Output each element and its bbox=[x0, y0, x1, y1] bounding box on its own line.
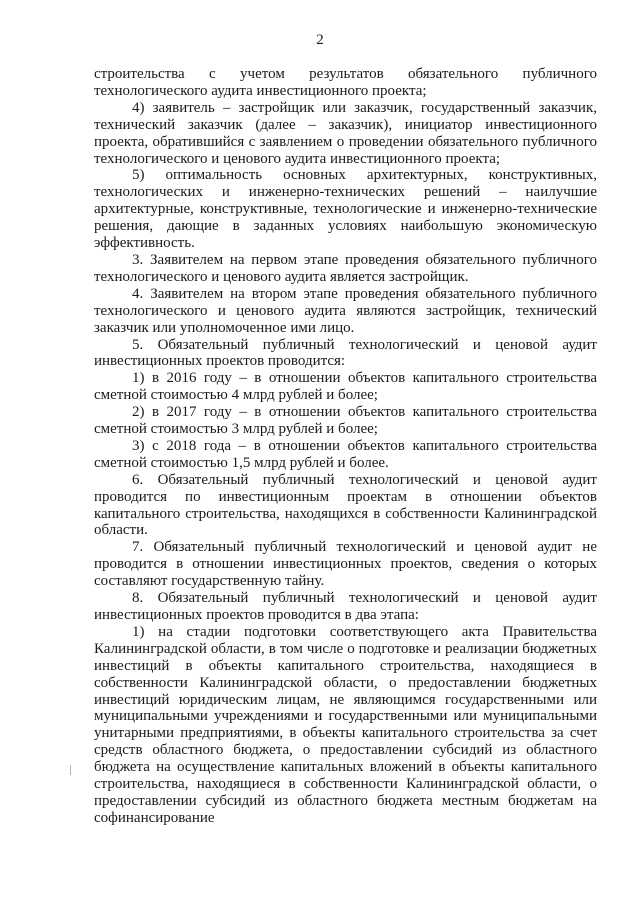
paragraph-continuation: строительства с учетом результатов обязательного публичного технологического аудита инвестиционного проекта; bbox=[94, 66, 597, 99]
paragraph-item-6: 6. Обязательный публичный технологический и ценовой аудит проводится по инвестиционным проектам в отношении объектов капитального строительства, находящихся в собственности Калининградской области. bbox=[94, 471, 597, 539]
scan-artifact bbox=[70, 765, 71, 775]
paragraph-item-4: 4. Заявителем на втором этапе проведения обязательного публичного технологического и ценового аудита являются застройщик, технический заказчик или уполномоченное ими лицо. bbox=[94, 285, 597, 336]
paragraph-optimality-definition: 5) оптимальность основных архитектурных, конструктивных, технологических и инженерно-технических решений – наилучшие архитектурные, конструктивные, технологические и инженерно-технические решения, дающие в заданных условиях наибольшую экономическую эффективность. bbox=[94, 167, 597, 252]
paragraph-item-5: 5. Обязательный публичный технологический и ценовой аудит инвестиционных проектов проводится: bbox=[94, 336, 597, 370]
document-body bbox=[94, 66, 597, 827]
paragraph-item-5-sub-1: 1) в 2016 году – в отношении объектов капитального строительства сметной стоимостью 4 млрд рублей и более; bbox=[94, 370, 597, 404]
paragraph-item-3: 3. Заявителем на первом этапе проведения обязательного публичного технологического и ценового аудита является застройщик. bbox=[94, 251, 597, 285]
paragraph-item-5-sub-2: 2) в 2017 году – в отношении объектов капитального строительства сметной стоимостью 3 млрд рублей и более; bbox=[94, 404, 597, 438]
paragraph-item-8: 8. Обязательный публичный технологический и ценовой аудит инвестиционных проектов проводится в два этапа: bbox=[94, 590, 597, 623]
paragraph-item-7: 7. Обязательный публичный технологический и ценовой аудит не проводится в отношении инвестиционных проектов, сведения о которых составляют государственную тайну. bbox=[94, 539, 597, 590]
paragraph-item-8-sub-1: 1) на стадии подготовки соответствующего акта Правительства Калининградской области, в том числе о подготовке и реализации бюджетных инвестиций в объекты капитального строительства, находящиеся в собственности Калининградской области, о предоставлении бюджетных инвестиций юридическим лицам, не являющимся государственными или муниципальными учреждениями и государственными или муниципальными унитарными предприятиями, в объекты капитального строительства за счет средств областного бюджета, о предоставлении субсидий из областного бюджета на осуществление капитальных вложений в объекты капитального строительства, находящиеся в собственности Калининградской области, о предоставлении субсидий из областного бюджета местным бюджетам на софинансирование bbox=[94, 623, 597, 826]
page-number: 2 bbox=[316, 32, 324, 48]
paragraph-item-5-sub-3: 3) с 2018 года – в отношении объектов капитального строительства сметной стоимостью 1,5 млрд рублей и более. bbox=[94, 437, 597, 471]
paragraph-applicant-definition: 4) заявитель – застройщик или заказчик, государственный заказчик, технический заказчик (далее – заказчик), инициатор инвестиционного проекта, обратившийся с заявлением о проведении обязательного публичного технологического и ценового аудита инвестиционного проекта; bbox=[94, 99, 597, 167]
